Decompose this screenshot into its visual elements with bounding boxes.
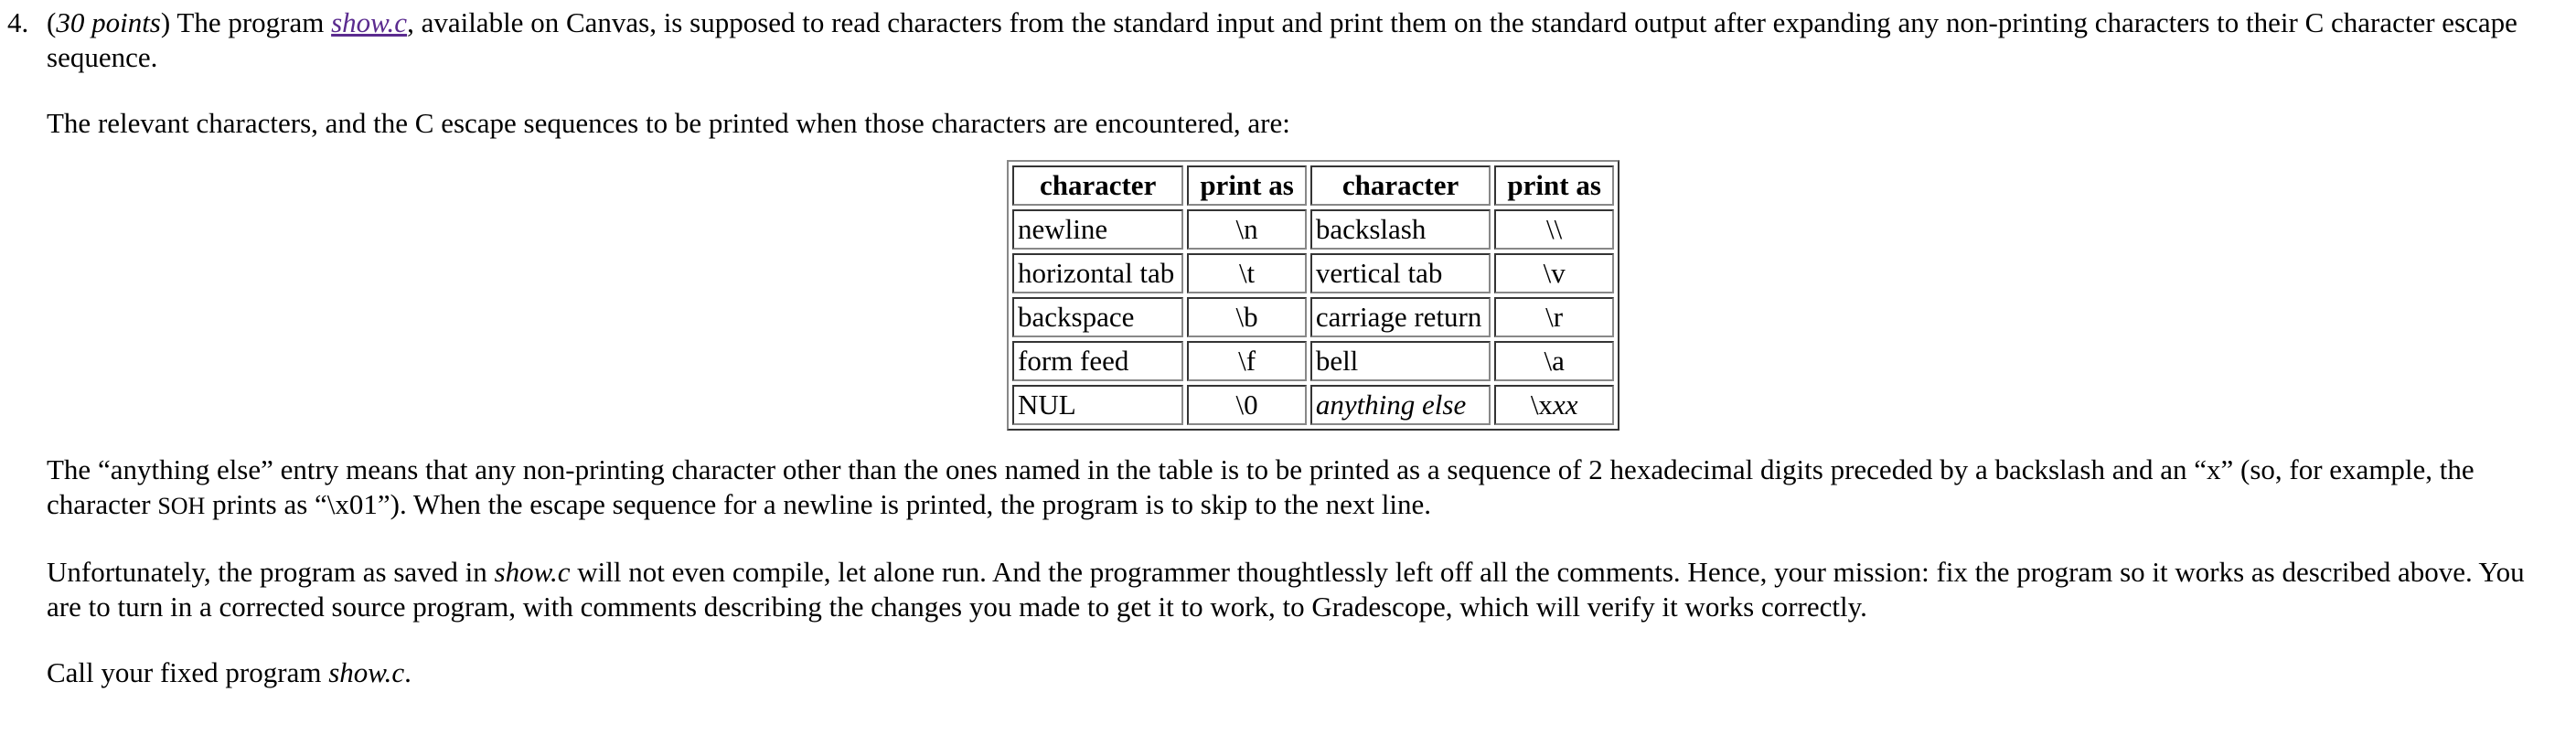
mission-file: show.c [494,556,571,588]
intro-pre: The program [170,6,332,38]
escape-cell: \t [1187,253,1307,293]
mission-part1: Unfortunately, the program as saved in [47,556,495,588]
mission-part2: will not even compile, let alone run. And the programmer thoughtlessly left off all the comments. Hence, your mission: fix the program so it works as described above. You are to turn in a corrected source program, with comments describing the changes you made to get it to work, to Gradescope, which will verify it works correctly. [47,556,2525,623]
escape-table [1007,160,1619,431]
table-row [1012,385,1614,425]
call-it-paragraph [47,655,2559,690]
problem-item [7,5,2559,690]
escape-cell: \f [1187,341,1307,381]
header-print-as-1: print as [1187,165,1307,206]
table-row [1012,297,1614,337]
item-body [47,5,2559,690]
character-cell: form feed [1012,341,1183,381]
points-label: 30 points [56,6,161,38]
intro-post: , available on Canvas, is supposed to read characters from the standard input and print them on the standard output after expanding any non-printing characters to their C character escape sequence. [47,6,2517,73]
character-cell: bell [1310,341,1491,381]
escape-cell: \0 [1187,385,1307,425]
character-cell: vertical tab [1310,253,1491,293]
character-cell: carriage return [1310,297,1491,337]
item-number: 4. [7,6,29,38]
table-row [1012,209,1614,250]
mission-paragraph [47,555,2559,624]
character-cell: NUL [1012,385,1183,425]
intro-paragraph: (30 points) The program show.c, available on Canvas, is supposed to read characters from the standard input and print them on the standard output after expanding any non-printing characters to their C character escape sequence. [47,6,2517,73]
escape-cell: \n [1187,209,1307,250]
call-it-part2: . [404,656,412,688]
escape-cell: \\ [1494,209,1614,250]
table-row [1012,253,1614,293]
call-it-file: show.c [328,656,405,688]
call-it-part1: Call your fixed program [47,656,329,688]
header-print-as-2: print as [1494,165,1614,206]
character-cell: backslash [1310,209,1491,250]
program-link[interactable]: show.c [331,6,408,38]
table-row [1012,341,1614,381]
lead-paragraph: The relevant characters, and the C escape sequences to be printed when those characters are encountered, are: [47,107,1290,139]
anything-else-paragraph [47,453,2559,524]
character-cell: anything else [1310,385,1491,425]
anything-else-part2: prints as “\x01”). When the escape sequence for a newline is printed, the program is to skip to the next line. [205,488,1431,520]
header-character-2: character [1310,165,1491,206]
escape-cell: \r [1494,297,1614,337]
character-cell: newline [1012,209,1183,250]
table-header-row [1012,165,1614,206]
hex-digits-placeholder: xx [1552,389,1578,421]
escape-cell: \xxx [1494,385,1614,425]
escape-table-wrapper [1007,160,1665,431]
soh-label: SOH [157,493,206,519]
header-character-1: character [1012,165,1183,206]
character-cell: horizontal tab [1012,253,1183,293]
escape-cell: \a [1494,341,1614,381]
escape-cell: \b [1187,297,1307,337]
character-cell: backspace [1012,297,1183,337]
anything-else-part1: The “anything else” entry means that any non-printing character other than the ones named in the table is to be printed as a sequence of 2 hexadecimal digits preceded by a backslash and an “x” (so, for example, the character [47,453,2474,520]
escape-cell: \v [1494,253,1614,293]
